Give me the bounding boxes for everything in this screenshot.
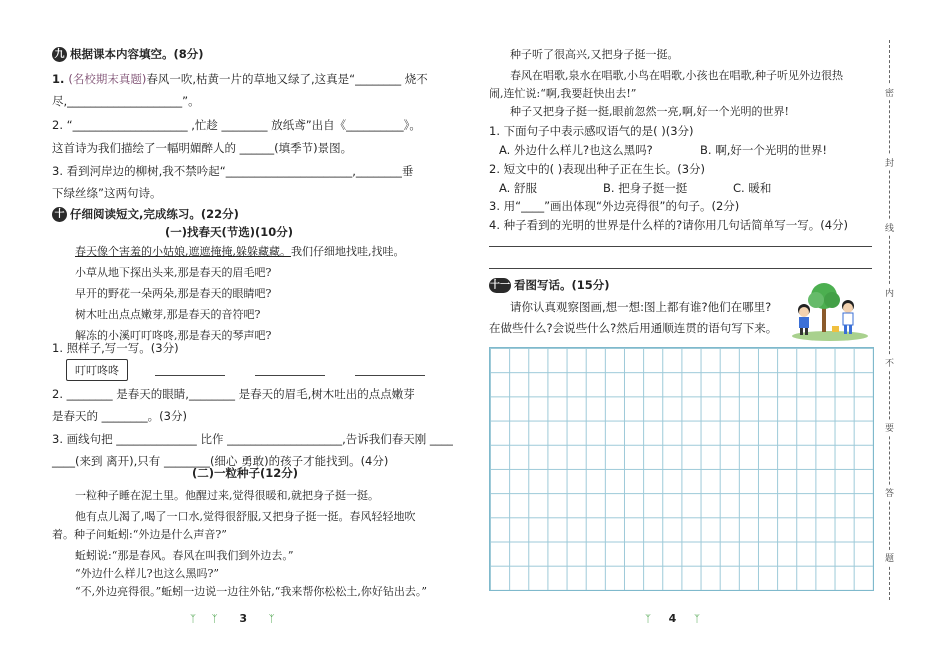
section-11-prompt-line2: 在做些什么?会说些什么?然后用通顺连贯的语句写下来。 xyxy=(489,321,778,335)
p2-q1: 1. 下面句子中表示感叹语气的是( )(3分) xyxy=(489,124,694,138)
passage-2-cont-line3: 闹,连忙说:“啊,我要赶快出去!” xyxy=(489,87,637,100)
passage-2-title: (二)一粒种子(12分) xyxy=(192,466,299,480)
answer-line xyxy=(255,375,325,376)
p1-q2-line2: 是春天的 ________。(3分) xyxy=(52,409,187,423)
q9-3-line1: 3. 看到河岸边的柳树,我不禁吟起“______________________,________垂 xyxy=(52,164,414,178)
passage-1-line2: 小草从地下探出头来,那是春天的眉毛吧? xyxy=(75,266,272,279)
passage-2-line6: “不,外边亮得很。”蚯蚓一边说一边往外钻,“我来帮你松松土,你好钻出去。” xyxy=(75,585,427,598)
answer-line xyxy=(155,375,225,376)
watermark xyxy=(284,289,307,325)
leaf-icon: ᛉ xyxy=(211,614,218,625)
seal-char: 封 xyxy=(885,155,894,170)
q9-2-line1: 2. “____________________ ,忙趁 ________ 放纸鸢”出自《__________》。 xyxy=(52,118,421,132)
seal-char: 内 xyxy=(885,285,894,300)
leaf-icon: ᛉ xyxy=(268,614,275,625)
writing-line xyxy=(489,268,872,269)
p1-q2-line1: 2. ________ 是春天的眼睛,________ 是春天的眉毛,树木吐出的点点嫩芽 xyxy=(52,387,415,401)
passage-2-line2: 他有点儿渴了,喝了一口水,觉得很舒服,又把身子挺一挺。春风轻轻地吹 xyxy=(75,510,416,523)
p2-q2-option-b: B. 把身子挺一挺 xyxy=(603,181,688,195)
leaf-icon: ᛉ xyxy=(693,614,700,625)
passage-1-line4: 树木吐出点点嫩芽,那是春天的音符吧? xyxy=(75,308,261,321)
q9-2-line2: 这首诗为我们描绘了一幅明媚醉人的 ______(填季节)景图。 xyxy=(52,141,353,155)
p2-q2-option-c: C. 暖和 xyxy=(733,181,772,195)
p1-q3-line2: ____(来到 离开),只有 ________(细心 勇敢)的孩子才能找到。(4分) xyxy=(52,454,389,468)
p1-q3-line1: 3. 画线句把 ______________ 比作 ____________________,告诉我们春天刚 ____ xyxy=(52,432,453,446)
p2-q1-option-a: A. 外边什么样儿?也这么黑吗? xyxy=(499,143,653,157)
q9-3-line2: 下绿丝绦”这两句诗。 xyxy=(52,186,162,200)
exam-tag: (名校期末真题) xyxy=(68,72,147,86)
seal-line xyxy=(889,40,890,600)
p2-q2-option-a: A. 舒服 xyxy=(499,181,537,195)
p1-q1: 1. 照样子,写一写。(3分) xyxy=(52,341,179,355)
answer-line xyxy=(355,375,425,376)
example-box: 叮叮咚咚 xyxy=(66,359,128,381)
kids-planting-tree-illustration xyxy=(788,280,872,342)
seal-char: 要 xyxy=(885,420,894,435)
passage-1-line5: 解冻的小溪叮叮咚咚,那是春天的琴声吧? xyxy=(75,329,272,342)
p2-q4: 4. 种子看到的光明的世界是什么样的?请你用几句话简单写一写。(4分) xyxy=(489,218,849,232)
page-number: 3 xyxy=(239,612,247,625)
passage-2-cont-line4: 种子又把身子挺一挺,眼前忽然一亮,啊,好一个光明的世界! xyxy=(510,105,789,118)
p2-q2: 2. 短文中的( )表现出种子正在生长。(3分) xyxy=(489,162,706,176)
section-10-heading xyxy=(52,206,239,222)
page-number: 4 xyxy=(668,612,677,625)
section-11-heading xyxy=(489,277,610,293)
seal-char: 题 xyxy=(885,550,894,565)
p2-q1-option-b: B. 啊,好一个光明的世界! xyxy=(700,143,827,157)
seal-char: 密 xyxy=(885,85,894,100)
section-11-badge: 十一 xyxy=(490,280,510,291)
seal-char: 答 xyxy=(885,485,894,500)
passage-2-cont-line1: 种子听了很高兴,又把身子挺一挺。 xyxy=(510,48,679,61)
p2-q3: 3. 用“____”画出体现“外边亮得很”的句子。(2分) xyxy=(489,199,740,213)
writing-line xyxy=(489,246,872,247)
passage-2-line1: 一粒种子睡在泥土里。他醒过来,觉得很暖和,就把身子挺一挺。 xyxy=(75,489,379,502)
passage-1-line3: 早开的野花一朵两朵,那是春天的眼睛吧? xyxy=(75,287,272,300)
seal-char: 线 xyxy=(885,220,894,235)
left-page-footer xyxy=(190,611,275,625)
leaf-icon: ᛉ xyxy=(190,614,196,625)
passage-2-line5: “外边什么样儿?也这么黑吗?” xyxy=(75,567,220,580)
section-10-badge: 十 xyxy=(52,207,67,222)
passage-2-line3: 着。种子问蚯蚓:“外边是什么声音?” xyxy=(52,528,227,541)
q9-1-line2: 尽,____________________”。 xyxy=(52,94,200,108)
seal-char: 不 xyxy=(885,355,894,370)
writing-grid[interactable] xyxy=(489,347,874,591)
passage-1-line1: 春天像个害羞的小姑娘,遮遮掩掩,躲躲藏藏。我们仔细地找哇,找哇。 xyxy=(75,245,405,258)
q9-1-line1: 1. (名校期末真题)春风一吹,枯黄一片的草地又绿了,这真是“________ 烧不 xyxy=(52,72,428,86)
section-11-title: 看图写话。(15分) xyxy=(514,278,610,292)
leaf-icon: ᛉ xyxy=(645,614,651,625)
passage-2-cont-line2: 春风在唱歌,泉水在唱歌,小鸟在唱歌,小孩也在唱歌,种子听见外边很热 xyxy=(510,69,843,82)
section-9-badge: 九 xyxy=(52,47,67,62)
section-9-heading xyxy=(52,46,204,62)
section-9-title: 根据课本内容填空。(8分) xyxy=(70,47,204,61)
passage-1-title: (一)找春天(节选)(10分) xyxy=(165,225,294,239)
section-11-prompt-line1: 请你认真观察图画,想一想:图上都有谁?他们在哪里? xyxy=(510,300,772,314)
section-10-title: 仔细阅读短文,完成练习。(22分) xyxy=(70,207,239,221)
right-page-footer xyxy=(645,611,700,625)
passage-2-line4: 蚯蚓说:“那是春风。春风在叫我们到外边去。” xyxy=(75,549,294,562)
